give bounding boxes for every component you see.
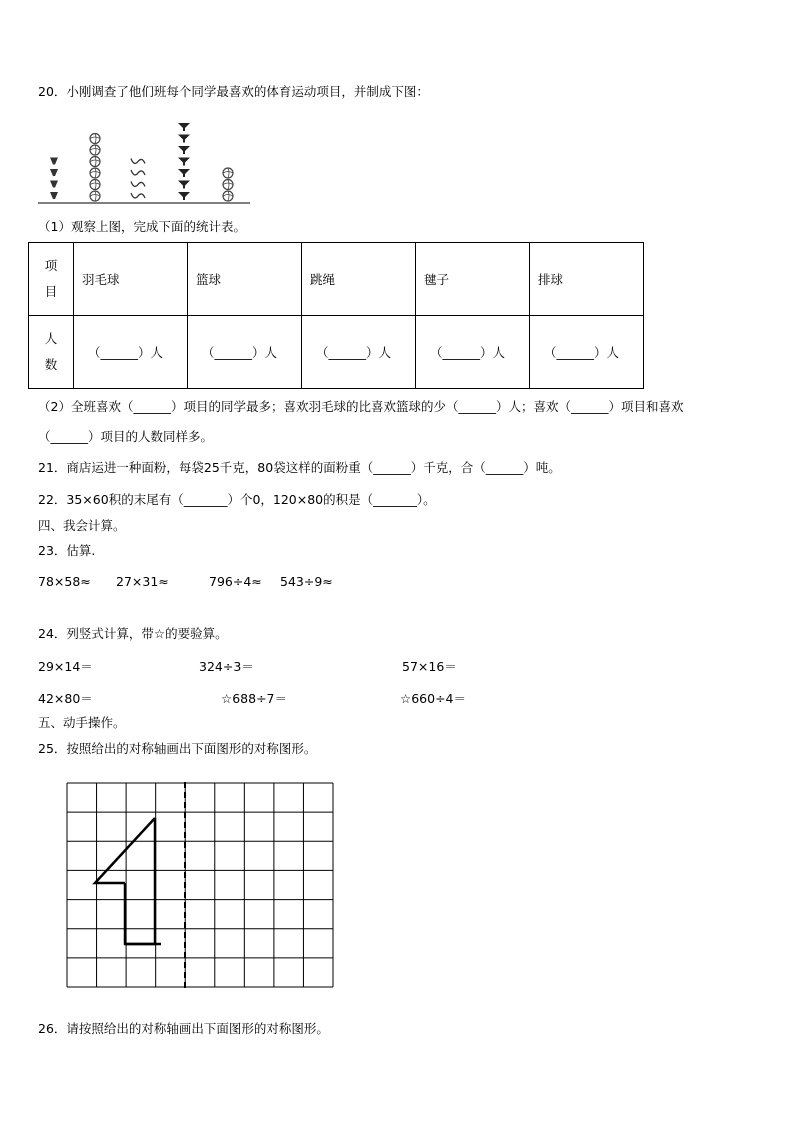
- estimate-1: 78×58≈: [38, 574, 91, 589]
- calc-3: 57×16＝: [402, 659, 457, 674]
- q25-title: 25．按照给出的对称轴画出下面图形的对称图形。: [38, 741, 317, 756]
- item-volleyball: 排球: [530, 243, 644, 316]
- shuttlecock-icon: [178, 135, 190, 143]
- shuttlecock-icon: [178, 192, 190, 200]
- header-count: 人 数: [29, 316, 74, 389]
- calc-4: 42×80＝: [38, 691, 93, 706]
- figure-four: [95, 818, 155, 883]
- badminton-shuttlecock-icon: [50, 158, 58, 165]
- shuttlecock-icon: [178, 123, 190, 131]
- section4-heading: 四、我会计算。: [38, 518, 126, 533]
- jump-rope-icon: [131, 182, 145, 187]
- blank-badminton[interactable]: （______）人: [74, 316, 188, 389]
- q21-text: 21．商店运进一种面粉，每袋25千克，80袋这样的面粉重（______）千克，合（______）吨。: [38, 460, 561, 475]
- calc-2: 324÷3＝: [199, 659, 254, 674]
- blank-jump-rope[interactable]: （______）人: [302, 316, 416, 389]
- statistics-table: [28, 242, 644, 389]
- basketball-icon: [90, 191, 100, 201]
- section5-heading: 五、动手操作。: [38, 715, 126, 730]
- basketball-icon: [90, 134, 100, 144]
- badminton-shuttlecock-icon: [50, 192, 58, 199]
- header-item: 项 目: [29, 243, 74, 316]
- calc-6: ☆660÷4＝: [400, 691, 466, 706]
- shuttlecock-icon: [178, 146, 190, 154]
- blank-volleyball[interactable]: （______）人: [530, 316, 644, 389]
- item-shuttlecock: 毽子: [416, 243, 530, 316]
- q24-title: 24．列竖式计算，带☆的要验算。: [38, 626, 228, 641]
- basketball-icon: [90, 157, 100, 167]
- calc-1: 29×14＝: [38, 659, 93, 674]
- badminton-shuttlecock-icon: [50, 181, 58, 188]
- item-badminton: 羽毛球: [74, 243, 188, 316]
- estimate-4: 543÷9≈: [280, 574, 333, 589]
- q23-title: 23．估算.: [38, 543, 96, 558]
- badminton-shuttlecock-icon: [50, 169, 58, 176]
- q20-part2-line1: （2）全班喜欢（______）项目的同学最多；喜欢羽毛球的比喜欢篮球的少（______）人；喜欢（______）项目和喜欢: [38, 399, 684, 414]
- jump-rope-icon: [131, 159, 145, 164]
- shuttlecock-icon: [178, 169, 190, 177]
- symmetry-grid: [66, 782, 334, 988]
- basketball-icon: [90, 145, 100, 155]
- item-basketball: 篮球: [188, 243, 302, 316]
- blank-basketball[interactable]: （______）人: [188, 316, 302, 389]
- jump-rope-icon: [131, 170, 145, 175]
- shuttlecock-icon: [178, 158, 190, 166]
- item-jump-rope: 跳绳: [302, 243, 416, 316]
- shuttlecock-icon: [178, 181, 190, 189]
- q26-title: 26．请按照给出的对称轴画出下面图形的对称图形。: [38, 1021, 329, 1036]
- blank-shuttlecock[interactable]: （______）人: [416, 316, 530, 389]
- estimate-3: 796÷4≈: [209, 574, 262, 589]
- volleyball-icon: [223, 168, 233, 178]
- basketball-icon: [90, 180, 100, 190]
- q20-title: 20．小刚调查了他们班每个同学最喜欢的体育运动项目，并制成下图：: [38, 84, 429, 99]
- estimate-2: 27×31≈: [116, 574, 169, 589]
- volleyball-icon: [223, 191, 233, 201]
- basketball-icon: [90, 168, 100, 178]
- q20-part1: （1）观察上图，完成下面的统计表。: [38, 219, 246, 234]
- q20-part2-line2: （______）项目的人数同样多。: [38, 429, 214, 444]
- q22-text: 22．35×60积的末尾有（_______）个0，120×80的积是（_______）。: [38, 492, 436, 507]
- jump-rope-icon: [131, 193, 145, 198]
- calc-5: ☆688÷7＝: [221, 691, 287, 706]
- sports-pictograph: [38, 112, 250, 208]
- volleyball-icon: [223, 180, 233, 190]
